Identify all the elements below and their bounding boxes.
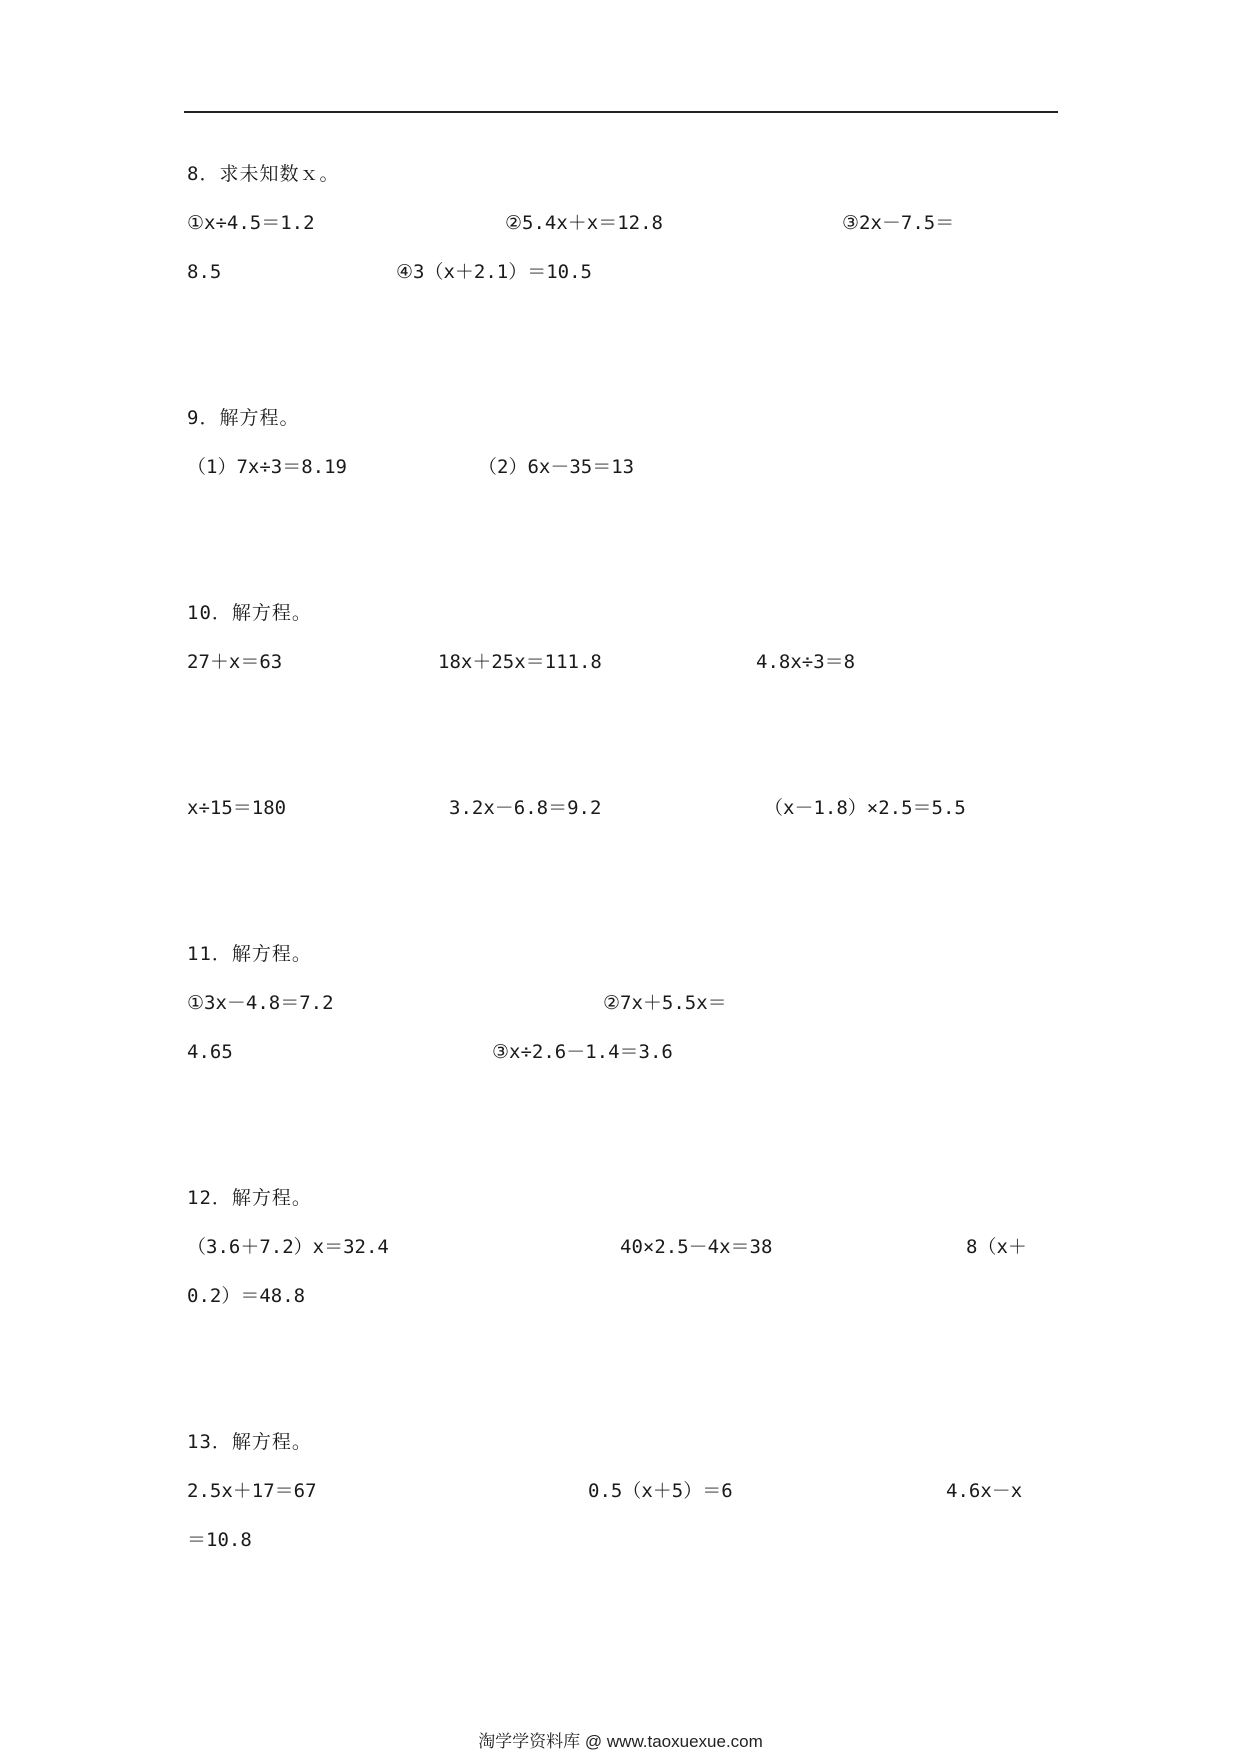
header-rule: [184, 111, 1058, 113]
q13-equation-3-cont: ＝10.8: [187, 1529, 252, 1551]
q8-title: 8．求未知数ｘ。: [187, 163, 340, 185]
q9-equation-1: （1）7x÷3＝8.19: [187, 456, 347, 478]
q11-equation-1: ①3x－4.8＝7.2: [187, 992, 334, 1014]
q8-equation-2: ②5.4x＋x＝12.8: [505, 212, 663, 234]
q10-title: 10．解方程。: [187, 602, 312, 624]
q11-title: 11．解方程。: [187, 943, 312, 965]
q10-equation-6: （x－1.8）×2.5＝5.5: [764, 797, 966, 819]
q12-equation-3: 8（x＋: [966, 1236, 1027, 1258]
q8-equation-1: ①x÷4.5＝1.2: [187, 212, 315, 234]
q13-equation-1: 2.5x＋17＝67: [187, 1480, 317, 1502]
q10-equation-4: x÷15＝180: [187, 797, 287, 819]
q11-equation-3: ③x÷2.6－1.4＝3.6: [492, 1041, 673, 1063]
q8-equation-3: ③2x－7.5＝: [842, 212, 955, 234]
q12-title: 12．解方程。: [187, 1187, 312, 1209]
q13-title: 13．解方程。: [187, 1431, 312, 1453]
q10-equation-1: 27＋x＝63: [187, 651, 283, 673]
q11-equation-2: ②7x＋5.5x＝: [603, 992, 727, 1014]
q8-equation-4: ④3（x＋2.1）＝10.5: [396, 261, 592, 283]
q12-equation-3-cont: 0.2）＝48.8: [187, 1285, 306, 1307]
q13-equation-3: 4.6x－x: [946, 1480, 1023, 1502]
q8-equation-3-cont: 8.5: [187, 261, 222, 283]
q11-equation-2-cont: 4.65: [187, 1041, 233, 1063]
footer-watermark: 淘学学资料库 @ www.taoxuexue.com: [478, 1732, 763, 1751]
q10-equation-5: 3.2x－6.8＝9.2: [449, 797, 602, 819]
q12-equation-2: 40×2.5－4x＝38: [620, 1236, 773, 1258]
q9-title: 9．解方程。: [187, 407, 300, 429]
q10-equation-3: 4.8x÷3＝8: [756, 651, 856, 673]
q12-equation-1: （3.6＋7.2）x＝32.4: [187, 1236, 389, 1258]
q9-equation-2: （2）6x－35＝13: [478, 456, 635, 478]
q10-equation-2: 18x＋25x＝111.8: [438, 651, 602, 673]
q13-equation-2: 0.5（x＋5）＝6: [588, 1480, 733, 1502]
